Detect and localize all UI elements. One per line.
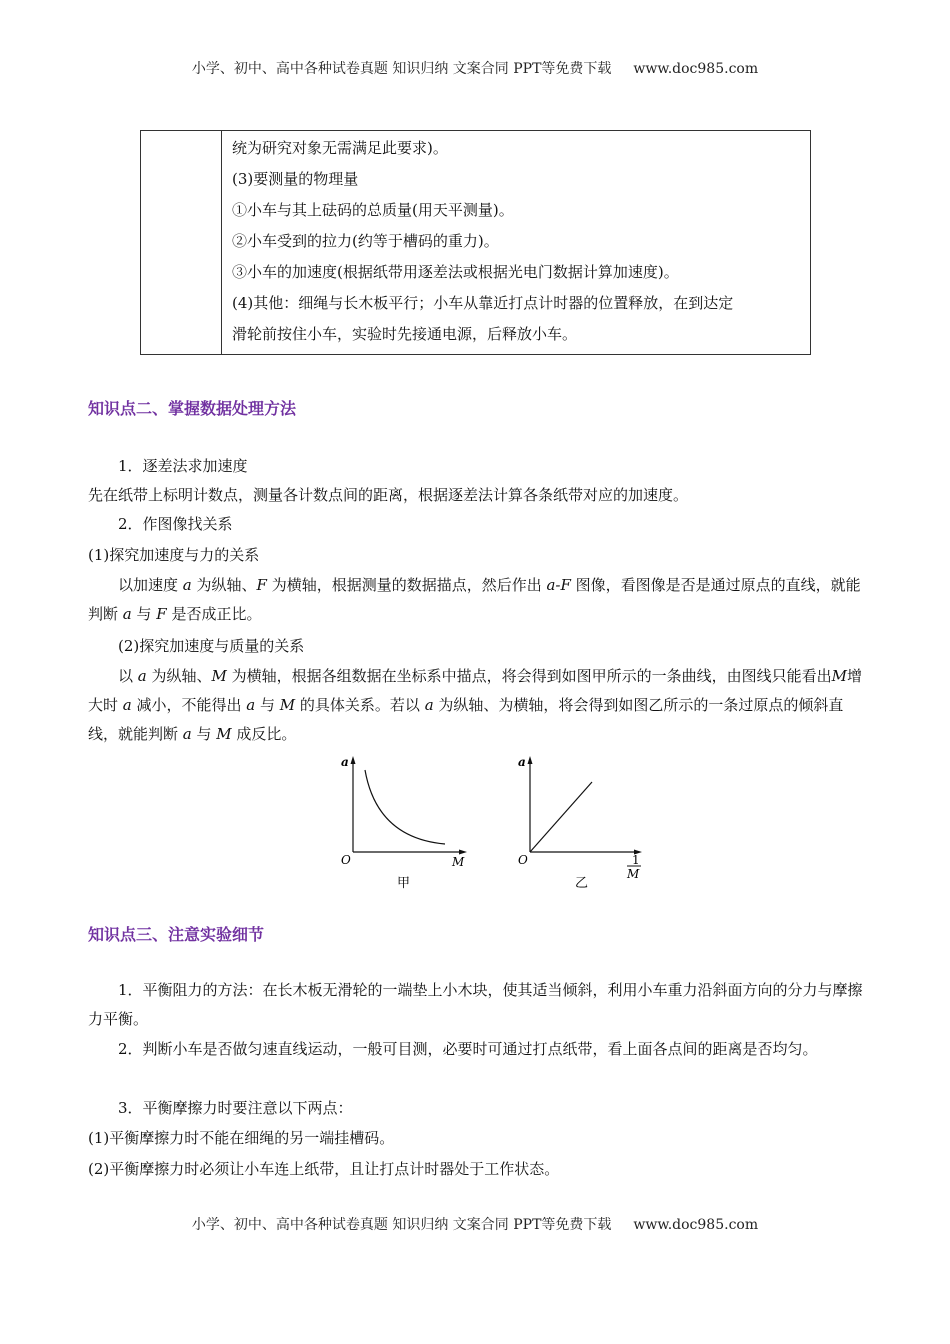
var-F: F [256, 576, 267, 594]
x-label: M [452, 855, 465, 869]
x-label-numerator: 1 [632, 853, 640, 867]
section2-p7 [88, 662, 864, 749]
section2-p4: (1)探究加速度与力的关系 [88, 546, 260, 564]
text-run: 与 [191, 725, 217, 743]
var-a: a [246, 696, 256, 714]
section3-p2: 2．判断小车是否做匀速直线运动，一般可目测，必要时可通过打点纸带，看上面各点间的距离是否均匀。 [118, 1040, 818, 1058]
table-right-cell [222, 131, 811, 355]
table-line: 统为研究对象无需满足此要求)。 [232, 139, 448, 157]
page-footer [0, 1214, 950, 1234]
section2-p1: 1．逐差法求加速度 [118, 457, 248, 475]
figure-jia [335, 752, 475, 892]
origin-label: O [341, 853, 351, 867]
y-axis-arrow [528, 756, 533, 764]
section3-p5: (2)平衡摩擦力时必须让小车连上纸带，且让打点计时器处于工作状态。 [88, 1160, 560, 1178]
x-label-denominator: M [627, 867, 640, 881]
section2-p6: (2)探究加速度与质量的关系 [118, 637, 305, 655]
var-F: F [156, 605, 167, 623]
footer-url: www.doc985.com [633, 1217, 759, 1233]
text-run: 以 [118, 667, 138, 685]
x-axis-arrow [459, 850, 467, 855]
table-line: (4)其他：细绳与长木板平行；小车从靠近打点计时器的位置释放，在到达定 [232, 294, 734, 312]
section2-p5 [88, 571, 864, 629]
text-run: 图像，看图像是否是通过原点的直线，就能判断 [88, 576, 861, 623]
var-a: a [122, 696, 132, 714]
section3-p4: (1)平衡摩擦力时不能在细绳的另一端挂槽码。 [88, 1129, 395, 1147]
text-run: 以加速度 [118, 576, 183, 594]
table-line: 滑轮前按住小车，实验时先接通电源，后释放小车。 [232, 325, 578, 343]
section3-p3: 3．平衡摩擦力时要注意以下两点： [118, 1099, 353, 1117]
table-line: ③小车的加速度(根据纸带用逐差法或根据光电门数据计算加速度)。 [232, 263, 679, 281]
y-axis-arrow [351, 756, 356, 764]
text-run: 增大时 [88, 667, 863, 714]
table-left-cell [141, 131, 222, 355]
section2-p3: 2．作图像找关系 [118, 515, 233, 533]
text-run: 成反比。 [231, 725, 297, 743]
var-a: a [137, 667, 147, 685]
section3-title: 知识点三、注意实验细节 [88, 925, 265, 944]
header-text: 小学、初中、高中各种试卷真题 知识归纳 文案合同 PPT等免费下载 [191, 61, 612, 77]
table-line: ①小车与其上砝码的总质量(用天平测量)。 [232, 201, 514, 219]
var-aF: a-F [546, 576, 571, 594]
text-run: 为横轴，根据各组数据在坐标系中描点，将会得到如图甲所示的一条曲线，由图线只能看出 [226, 667, 832, 685]
var-M: M [279, 696, 296, 714]
text-run: 与 [131, 605, 157, 623]
var-M: M [216, 725, 232, 743]
footer-text: 小学、初中、高中各种试卷真题 知识归纳 文案合同 PPT等免费下载 [191, 1217, 612, 1233]
text-run: 减小，不能得出 [131, 696, 247, 714]
text-run: 为横轴，根据测量的数据描点，然后作出 [266, 576, 547, 594]
origin-label: O [518, 853, 528, 867]
text-run: 与 [255, 696, 280, 714]
table-line: (3)要测量的物理量 [232, 170, 359, 188]
continued-table [140, 130, 811, 355]
var-M: M [831, 667, 848, 685]
text-run: 的具体关系。若以 [295, 696, 425, 714]
figure-yi [510, 752, 650, 892]
proportional-line [530, 782, 592, 852]
y-label: a [518, 755, 526, 769]
section3-p1: 1．平衡阻力的方法：在长木板无滑轮的一端垫上小木块，使其适当倾斜，利用小车重力沿斜面方向的分力与摩擦力平衡。 [88, 981, 863, 1028]
text-run: 是否成正比。 [166, 605, 262, 623]
var-a: a [424, 696, 434, 714]
var-a: a [122, 605, 132, 623]
var-a: a [182, 725, 192, 743]
header-url: www.doc985.com [633, 61, 759, 77]
var-M: M [211, 667, 227, 685]
figure-caption: 乙 [575, 876, 589, 891]
inverse-curve [365, 770, 445, 844]
page-header [0, 58, 950, 78]
section2-p2: 先在纸带上标明计数点，测量各计数点间的距离，根据逐差法计算各条纸带对应的加速度。 [88, 486, 689, 504]
text-run: 为纵轴、为横轴，将会得到如图乙所示的一条过原点的倾斜直线，就能判断 [88, 696, 844, 743]
figure-caption: 甲 [397, 876, 411, 891]
text-run: 为纵轴、 [191, 576, 257, 594]
section2-title: 知识点二、掌握数据处理方法 [88, 399, 297, 418]
table-line: ②小车受到的拉力(约等于槽码的重力)。 [232, 232, 499, 250]
var-a: a [182, 576, 192, 594]
text-run: 为纵轴、 [146, 667, 212, 685]
y-label: a [341, 755, 349, 769]
